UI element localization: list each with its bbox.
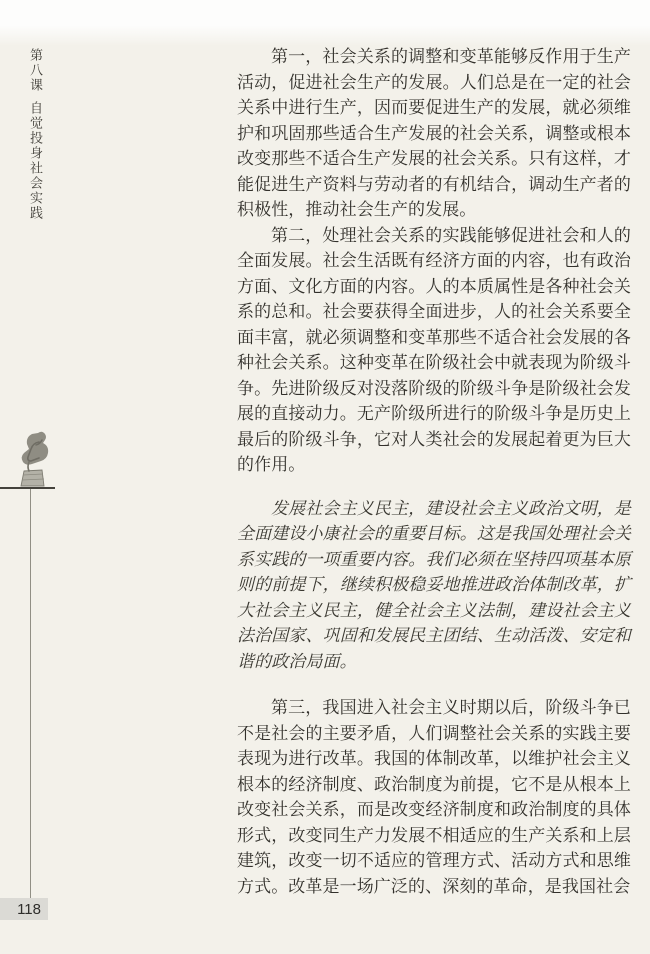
page-number-badge <box>0 898 48 920</box>
sidebar-lesson-number: 第八课 <box>28 48 43 93</box>
scan-top-highlight <box>0 0 650 46</box>
paragraph-kaiti-quote: 发展社会主义民主，建设社会主义政治文明，是全面建设小康社会的重要目标。这是我国处理社会关系实践的一项重要内容。我们必须在坚持四项基本原则的前提下，继续积极稳妥地推进政治体制改革，扩大社会主义民主，健全社会主义法制，建设社会主义法治国家、巩固和发展民主团结、生动活泼、安定和谐的政治局面。 <box>237 498 631 671</box>
main-text-column <box>237 44 631 899</box>
sidebar-rule-vertical <box>30 489 31 898</box>
thinker-statue-icon <box>15 428 53 488</box>
paragraph-third-point: 第三，我国进入社会主义时期以后，阶级斗争已不是社会的主要矛盾，人们调整社会关系的实践主要表现为进行改革。我国的体制改革，以维护社会主义根本的经济制度、政治制度为前提，它不是从根本上改变社会关系，而是改变经济制度和政治制度的具体形式，改变同生产力发展不相适应的生产关系和上层建筑，改变一切不适应的管理方式、活动方式和思维方式。改革是一场广泛的、深刻的革命，是我国社会 <box>237 698 631 896</box>
paragraph-first-point: 第一，社会关系的调整和变革能够反作用于生产活动，促进社会生产的发展。人们总是在一定的社会关系中进行生产，因而要促进生产的发展，就必须维护和巩固那些适合生产发展的社会关系，调整或根本改变那些不适合生产发展的社会关系。只有这样，才能促进生产资料与劳动者的有机结合，调动生产者的积极性，推动社会生产的发展。 <box>237 47 631 219</box>
page-number: 118 <box>17 900 41 918</box>
sidebar-lesson-title: 自觉投身社会实践 <box>28 101 43 221</box>
sidebar-rule-horizontal <box>0 487 55 489</box>
paragraph-second-point: 第二，处理社会关系的实践能够促进社会和人的全面发展。社会生活既有经济方面的内容，也有政治方面、文化方面的内容。人的本质属性是各种社会关系的总和。社会要获得全面进步，人的社会关系要全面丰富，就必须调整和变革那些不适合社会发展的各种社会关系。这种变革在阶级社会中就表现为阶级斗争。先进阶级反对没落阶级的阶级斗争是阶级社会发展的直接动力。无产阶级所进行的阶级斗争是历史上最后的阶级斗争，它对人类社会的发展起着更为巨大的作用。 <box>237 225 631 474</box>
